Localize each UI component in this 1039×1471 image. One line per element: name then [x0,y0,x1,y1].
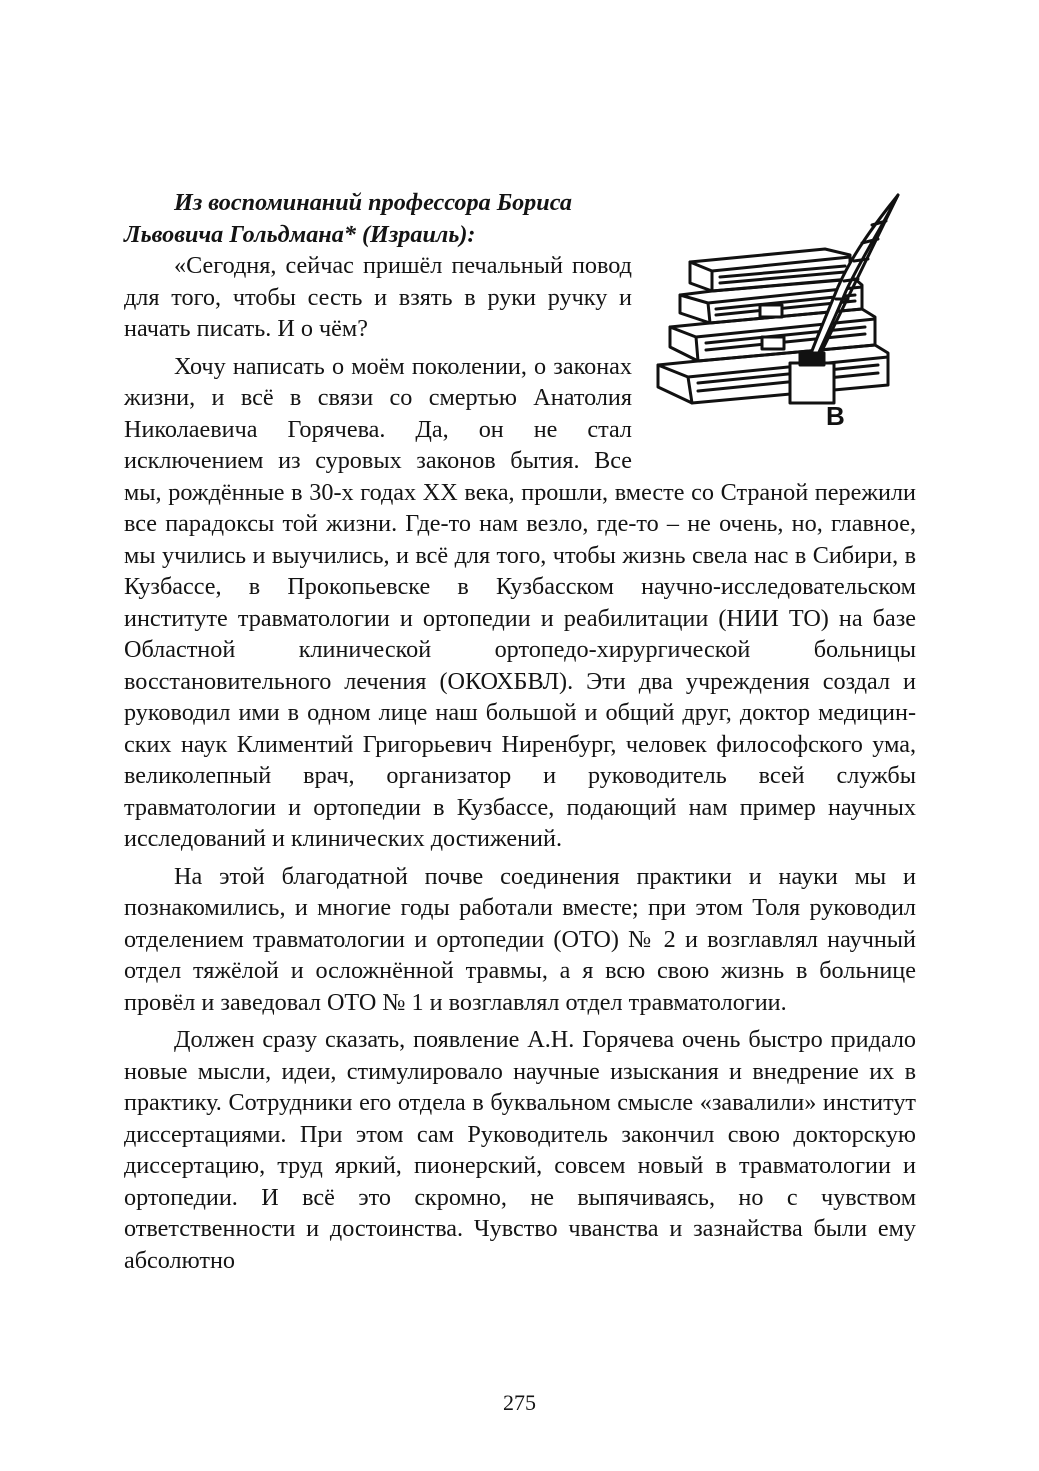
books-quill-illustration [650,187,916,447]
paragraph: На этой благодатной почве соединения практики и науки мы и познакомились, и многие годы работали вместе; при этом Толя руководил отделением травматологии и ортопедии (ОТО) № 2 и возглавлял научный отдел тяжёлой и осложнённой травмы, а я всю свою жизнь в больнице провёл и заведовал ОТО № 1 и возглавлял отдел травматологии. [124,862,916,1016]
books-quill-ink-icon [650,187,916,447]
paragraph: Хочу написать о моём поколении, о законах жизни, и всё в связи со смертью Анатолия Николаевича Горячева. Да, он не стал исключением из суровых законов бытия. Все мы, рождённые в 30-х годах XX века, прошли, вместе со Страной пережили все парадоксы той жизни. Где-то нам везло, где-то – не очень, но, главное, мы учились и выучились, и всё для того, чтобы жизнь свела нас в Сибири, в Кузбассе, в Прокопьевске в Кузбасском научно-исследовательском институте травматологии и ортопедии и реабилитации (НИИ ТО) на базе Областной клинической ортопедо-хирургической больницы восстановительного лечения (ОКОХБВЛ). Эти два учреждения создал и руководил ими в одном лице наш большой и общий друг, доктор медицинских наук Климентий Григорьевич Ниренбург, человек философского ума, великолепный врач, организатор и руководитель всей службы травматологии и ортопедии в Кузбассе, подающий нам пример научных исследований и клинических достижений. [124,352,916,852]
paragraph: Должен сразу сказать, появление А.Н. Горячева очень быстро придало новые мысли, идеи, стимулировало научные изыскания и внедрение их в практику. Сотрудники его отдела в буквальном смысле «завалили» институт диссертациями. При этом сам Руководитель закончил свою докторскую диссертацию, труд яркий, пионерский, совсем новый в травматологии и ортопедии. И всё это скромно, не выпячиваясь, но с чувством ответственности и достоинства. Чувство чванства и зазнайства были ему абсолютно [124,1026,916,1274]
paragraph: «Сегодня, сейчас пришёл печальный повод для того, чтобы сесть и взять в руки ручку и начать писать. И о чём? [124,252,632,342]
illustration-monogram: В [826,401,845,431]
page-number: 275 [503,1390,536,1415]
body-text [124,187,916,1276]
memoir-heading: Из воспоминаний профессора Бориса Львовича Гольдмана* (Израиль): [124,189,572,248]
